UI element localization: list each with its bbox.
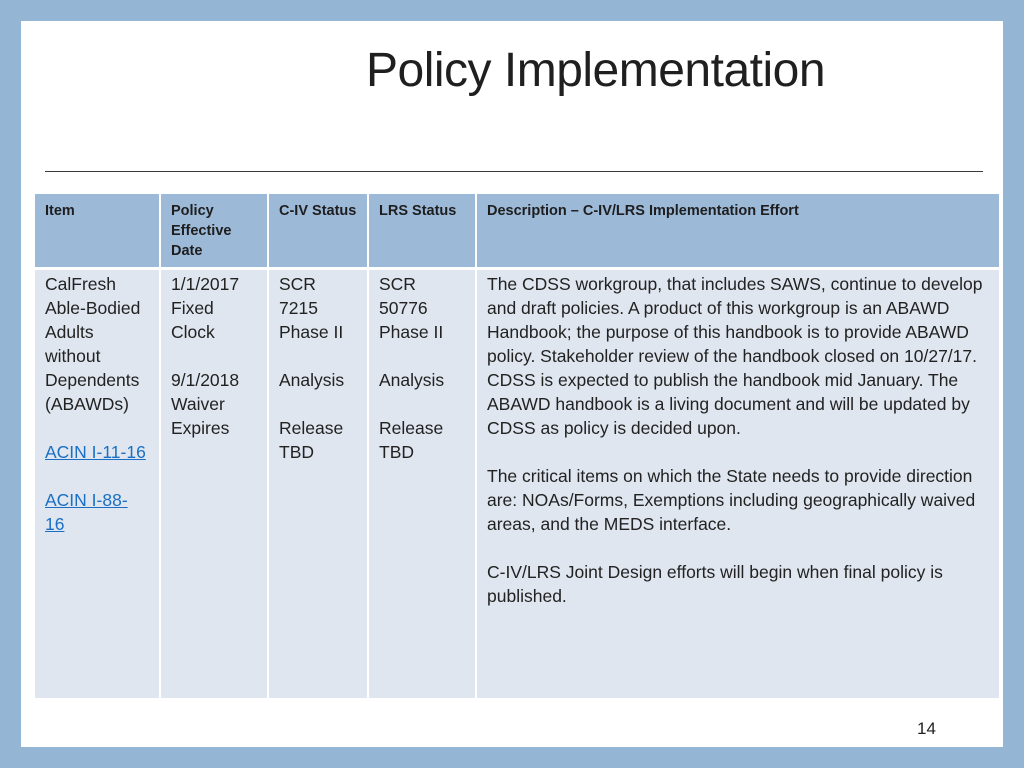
policy-table <box>33 194 1001 698</box>
civ-analysis: Analysis <box>279 370 345 390</box>
acin-link-2[interactable] <box>45 488 149 536</box>
lrs-release: Release <box>379 418 444 438</box>
civ-phase: Phase II <box>279 322 344 342</box>
lrs-phase: Phase II <box>379 322 444 342</box>
date-1: 1/1/2017 <box>171 274 240 294</box>
item-line: (ABAWDs) <box>45 394 129 414</box>
cell-description <box>477 270 999 698</box>
lrs-scr: SCR 50776 <box>379 274 428 318</box>
civ-release: Release <box>279 418 344 438</box>
header-civ-status: C-IV Status <box>269 194 367 270</box>
date-1-note-b: Clock <box>171 322 215 342</box>
header-policy-date: Policy Effective Date <box>161 194 267 270</box>
table-header-row <box>35 194 999 270</box>
description-paragraph-1: The CDSS workgroup, that includes SAWS, continue to develop and draft policies. A product of this workgroup is an ABAWD Handbook; the purpose of this handbook is to provide ABAWD policy. Stakeholder review of the handbook closed on 10/27/17. CDSS is expected to publish the handbook mid January. The ABAWD handbook is a living document and will be updated by CDSS as policy is decided upon. <box>487 274 983 438</box>
cell-civ-status <box>269 270 367 698</box>
description-paragraph-3: C-IV/LRS Joint Design efforts will begin when final policy is published. <box>487 562 943 606</box>
civ-scr: SCR 7215 <box>279 274 318 318</box>
cell-lrs-status <box>369 270 475 698</box>
cell-item <box>35 270 159 698</box>
item-line: Able-Bodied <box>45 298 141 318</box>
civ-tbd: TBD <box>279 442 314 462</box>
cell-policy-date <box>161 270 267 698</box>
date-2-note-b: Expires <box>171 418 230 438</box>
page-number: 14 <box>917 719 936 738</box>
item-line: without <box>45 346 101 366</box>
item-line: Adults <box>45 322 94 342</box>
lrs-tbd: TBD <box>379 442 414 462</box>
date-1-note-a: Fixed <box>171 298 214 318</box>
header-description: Description – C-IV/LRS Implementation Effort <box>477 194 999 270</box>
item-line: Dependents <box>45 370 140 390</box>
slide <box>21 21 1003 747</box>
item-line: CalFresh <box>45 274 116 294</box>
date-2: 9/1/2018 <box>171 370 240 390</box>
table-row <box>35 270 999 698</box>
header-item: Item <box>35 194 159 270</box>
acin-link-1[interactable]: ACIN I-11-16 <box>45 442 146 462</box>
acin-link-2-part2: 16 <box>45 514 65 534</box>
description-paragraph-2: The critical items on which the State needs to provide direction are: NOAs/Forms, Exemptions including geographically waived areas, and the MEDS interface. <box>487 466 976 534</box>
title-divider <box>45 171 983 172</box>
acin-link-2-part1: ACIN I-88- <box>45 490 128 510</box>
lrs-analysis: Analysis <box>379 370 445 390</box>
page-title: Policy Implementation <box>366 44 826 97</box>
header-lrs-status: LRS Status <box>369 194 475 270</box>
date-2-note-a: Waiver <box>171 394 225 414</box>
